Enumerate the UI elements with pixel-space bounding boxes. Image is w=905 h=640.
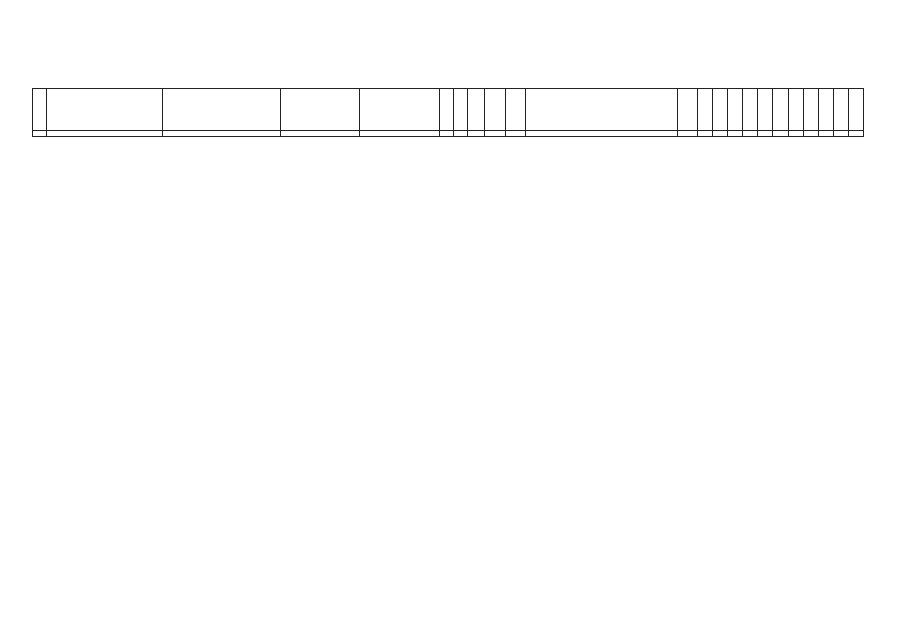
column-header: [453, 89, 467, 131]
column-header: [758, 89, 773, 131]
column-header: [439, 89, 453, 131]
column-header: [485, 89, 506, 131]
column-number: [485, 131, 506, 137]
column-number: [713, 131, 728, 137]
column-header: [47, 89, 163, 131]
column-number: [453, 131, 467, 137]
column-header: [359, 89, 439, 131]
column-number: [468, 131, 485, 137]
column-number-row: [33, 131, 864, 137]
column-number: [758, 131, 773, 137]
column-number: [773, 131, 788, 137]
column-number: [506, 131, 526, 137]
column-number: [803, 131, 818, 137]
column-number: [833, 131, 848, 137]
column-number: [818, 131, 833, 137]
column-header: [468, 89, 485, 131]
column-header: [162, 89, 281, 131]
column-number: [678, 131, 698, 137]
column-number: [728, 131, 743, 137]
column-header: [803, 89, 818, 131]
column-header: [713, 89, 728, 131]
column-header: [678, 89, 698, 131]
capital-repair-registry-table: [32, 88, 864, 137]
column-number: [526, 131, 678, 137]
column-header: [281, 89, 359, 131]
header-row: [33, 89, 864, 131]
column-number: [281, 131, 359, 137]
column-header: [33, 89, 47, 131]
column-header: [698, 89, 713, 131]
column-number: [743, 131, 758, 137]
column-number: [848, 131, 863, 137]
column-number: [698, 131, 713, 137]
column-header: [728, 89, 743, 131]
column-header: [818, 89, 833, 131]
column-number: [33, 131, 47, 137]
column-header: [526, 89, 678, 131]
column-number: [788, 131, 803, 137]
registry-sheet: [32, 88, 864, 137]
column-header: [833, 89, 848, 131]
column-number: [162, 131, 281, 137]
column-header: [743, 89, 758, 131]
column-number: [47, 131, 163, 137]
column-number: [439, 131, 453, 137]
column-header: [506, 89, 526, 131]
column-number: [359, 131, 439, 137]
column-header: [848, 89, 863, 131]
column-header: [773, 89, 788, 131]
column-header: [788, 89, 803, 131]
